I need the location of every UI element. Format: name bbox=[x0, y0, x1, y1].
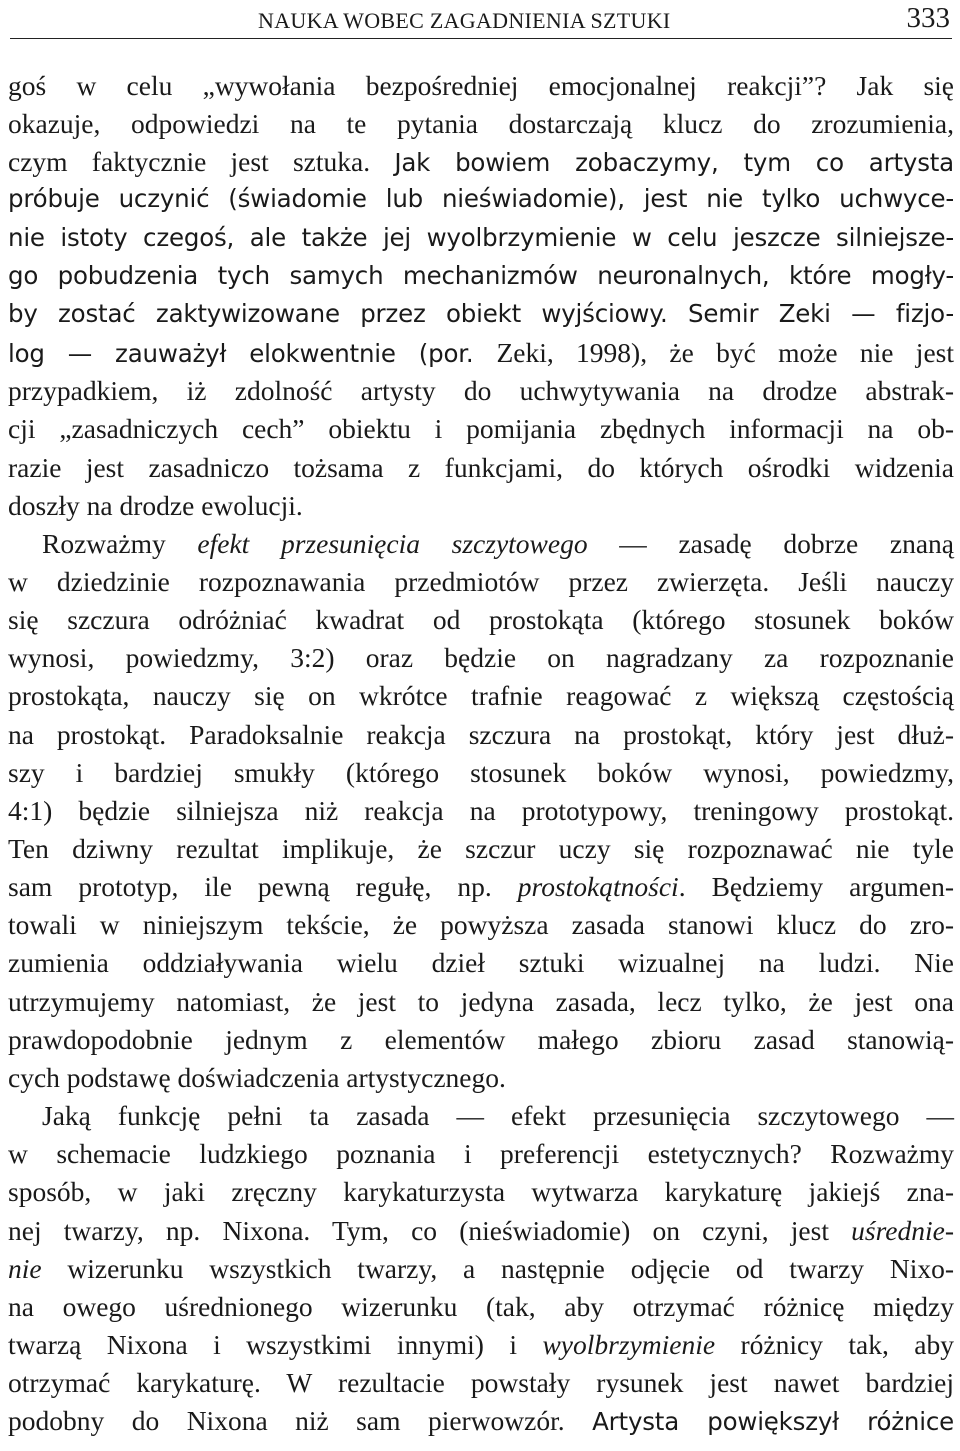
text-segment: prawdopodobnie jednym z elementów małego zbioru zasad stanowią- bbox=[8, 1023, 954, 1055]
text-segment: go pobudzenia tych samych mechanizmów neuronalnych, które mogły- bbox=[8, 260, 954, 290]
text-segment: Artysta powiększył różnice bbox=[592, 1407, 954, 1437]
text-line bbox=[8, 680, 954, 712]
text-segment: podobny do Nixona niż sam pierwowzór. bbox=[8, 1405, 593, 1437]
text-segment: różnicy tak, aby bbox=[715, 1328, 955, 1360]
text-line bbox=[8, 1405, 954, 1437]
text-segment: Zeki, 1998), że być może nie jest bbox=[496, 337, 954, 369]
text-segment: się szczura odróżniać kwadrat od prostokąta (którego stosunek boków bbox=[8, 604, 954, 636]
text-segment: uśrednie- bbox=[851, 1214, 954, 1246]
text-segment: nie bbox=[8, 1252, 42, 1284]
text-segment: cych podstawę doświadczenia artystycznego. bbox=[8, 1061, 506, 1093]
text-line bbox=[8, 1024, 954, 1056]
text-segment: razie jest zasadniczo tożsama z funkcjami, do których ośrodki widzenia bbox=[8, 451, 954, 483]
text-line bbox=[8, 604, 954, 636]
text-line bbox=[8, 70, 954, 102]
text-segment: sposób, w jaki zręczny karykaturzysta wytwarza karykaturę jakiejś zna- bbox=[8, 1176, 954, 1208]
text-line bbox=[8, 947, 954, 979]
text-line bbox=[42, 1100, 954, 1132]
text-segment: na prostokąt. Paradoksalnie reakcja szczura na prostokąt, który jest dłuż- bbox=[8, 718, 954, 750]
text-segment: prostokątności bbox=[517, 871, 679, 903]
text-segment: — zasadę dobrze znaną bbox=[587, 527, 954, 559]
text-segment: efekt przesunięcia szczytowego bbox=[197, 527, 588, 559]
text-segment: twarzą Nixona i wszystkimi innymi) i bbox=[8, 1328, 543, 1360]
text-segment: wynosi, powiedzmy, 3:2) oraz będzie on nagradzany za rozpoznanie bbox=[8, 642, 954, 674]
text-line bbox=[8, 108, 954, 140]
text-line bbox=[8, 1329, 954, 1361]
text-line bbox=[8, 909, 954, 941]
page-header bbox=[10, 0, 952, 39]
text-segment: czym faktycznie jest sztuka. bbox=[8, 146, 395, 178]
text-line bbox=[8, 413, 954, 445]
text-segment: utrzymujemy natomiast, że jest to jedyna zasada, lecz tylko, że jest ona bbox=[8, 985, 954, 1017]
text-line bbox=[8, 1138, 954, 1170]
text-segment: okazuje, odpowiedzi na te pytania dostarczają klucz do zrozumienia, bbox=[8, 108, 954, 140]
text-segment: wyolbrzymienie bbox=[542, 1328, 716, 1360]
text-line bbox=[8, 1176, 954, 1208]
text-line bbox=[8, 986, 954, 1018]
text-line bbox=[8, 337, 954, 369]
text-segment: Jak bowiem zobaczymy, tym co artysta bbox=[394, 148, 954, 178]
text-line bbox=[8, 375, 954, 407]
text-line bbox=[8, 642, 954, 674]
text-line bbox=[8, 299, 954, 328]
running-head: NAUKA WOBEC ZAGADNIENIA SZTUKI bbox=[258, 8, 671, 33]
text-line bbox=[8, 795, 954, 827]
text-segment: otrzymać karykaturę. W rezultacie powstały rysunek jest nawet bardziej bbox=[8, 1367, 954, 1399]
text-line bbox=[8, 871, 954, 903]
text-line bbox=[8, 1062, 954, 1094]
text-line bbox=[8, 184, 954, 213]
text-line bbox=[8, 452, 954, 484]
text-line bbox=[8, 1253, 954, 1285]
text-segment: goś w celu „wywołania bezpośredniej emocjonalnej reakcji”? Jak się bbox=[8, 70, 954, 101]
text-segment: . Będziemy argumen- bbox=[678, 871, 954, 903]
text-line bbox=[8, 261, 954, 290]
text-segment: Rozważmy bbox=[42, 527, 198, 559]
text-segment: w schemacie ludzkiego poznania i preferencji estetycznych? Rozważmy bbox=[8, 1138, 954, 1170]
text-segment: wizerunku wszystkich twarzy, a następnie odjęcie od twarzy Nixo- bbox=[41, 1252, 954, 1284]
text-line bbox=[8, 1291, 954, 1323]
text-line bbox=[42, 528, 954, 560]
text-segment: próbuje uczynić (świadomie lub nieświadomie), jest nie tylko uchwyce- bbox=[8, 184, 954, 214]
text-segment: szy i bardziej smukły (którego stosunek boków wynosi, powiedzmy, bbox=[8, 756, 954, 788]
text-line bbox=[8, 566, 954, 598]
text-segment: towali w niniejszym tekście, że powyższa zasada stanowi klucz do zro- bbox=[8, 909, 954, 941]
text-line bbox=[8, 719, 954, 751]
text-segment: prostokąta, nauczy się on wkrótce trafnie reagować z większą częstością bbox=[8, 680, 954, 712]
text-line bbox=[8, 223, 954, 252]
text-segment: log — zauważył elokwentnie (por. bbox=[8, 339, 497, 369]
text-line bbox=[8, 1367, 954, 1399]
text-line bbox=[8, 490, 954, 522]
text-line bbox=[8, 1215, 954, 1247]
text-segment: zumienia oddziaływania wielu dzieł sztuki wizualnej na ludzi. Nie bbox=[8, 947, 954, 979]
text-line bbox=[8, 757, 954, 789]
text-segment: na owego uśrednionego wizerunku (tak, aby otrzymać różnicę między bbox=[8, 1290, 954, 1322]
text-segment: Jaką funkcję pełni ta zasada — efekt przesunięcia szczytowego — bbox=[42, 1100, 954, 1132]
text-segment: nie istoty czegoś, ale także jej wyolbrzymienie w celu jeszcze silniejsze- bbox=[8, 222, 954, 252]
text-segment: 4:1) będzie silniejsza niż reakcja na prototypowy, treningowy prostokąt. bbox=[8, 794, 954, 826]
text-line bbox=[8, 833, 954, 865]
page-number: 333 bbox=[906, 2, 950, 34]
text-segment: sam prototyp, ile pewną regułę, np. bbox=[8, 871, 518, 903]
text-line bbox=[8, 146, 954, 178]
text-segment: doszły na drodze ewolucji. bbox=[8, 489, 303, 521]
text-segment: w dziedzinie rozpoznawania przedmiotów przez zwierzęta. Jeśli nauczy bbox=[8, 565, 954, 597]
text-segment: nej twarzy, np. Nixona. Tym, co (nieświadomie) on czyni, jest bbox=[8, 1214, 852, 1246]
text-segment: cji „zasadniczych cech” obiektu i pomijania zbędnych informacji na ob- bbox=[8, 413, 954, 445]
text-segment: przypadkiem, iż zdolność artysty do uchwytywania na drodze abstrak- bbox=[8, 375, 954, 407]
text-segment: by zostać zaktywizowane przez obiekt wyjściowy. Semir Zeki — fizjo- bbox=[8, 298, 954, 328]
text-segment: Ten dziwny rezultat implikuje, że szczur uczy się rozpoznawać nie tyle bbox=[8, 833, 954, 864]
